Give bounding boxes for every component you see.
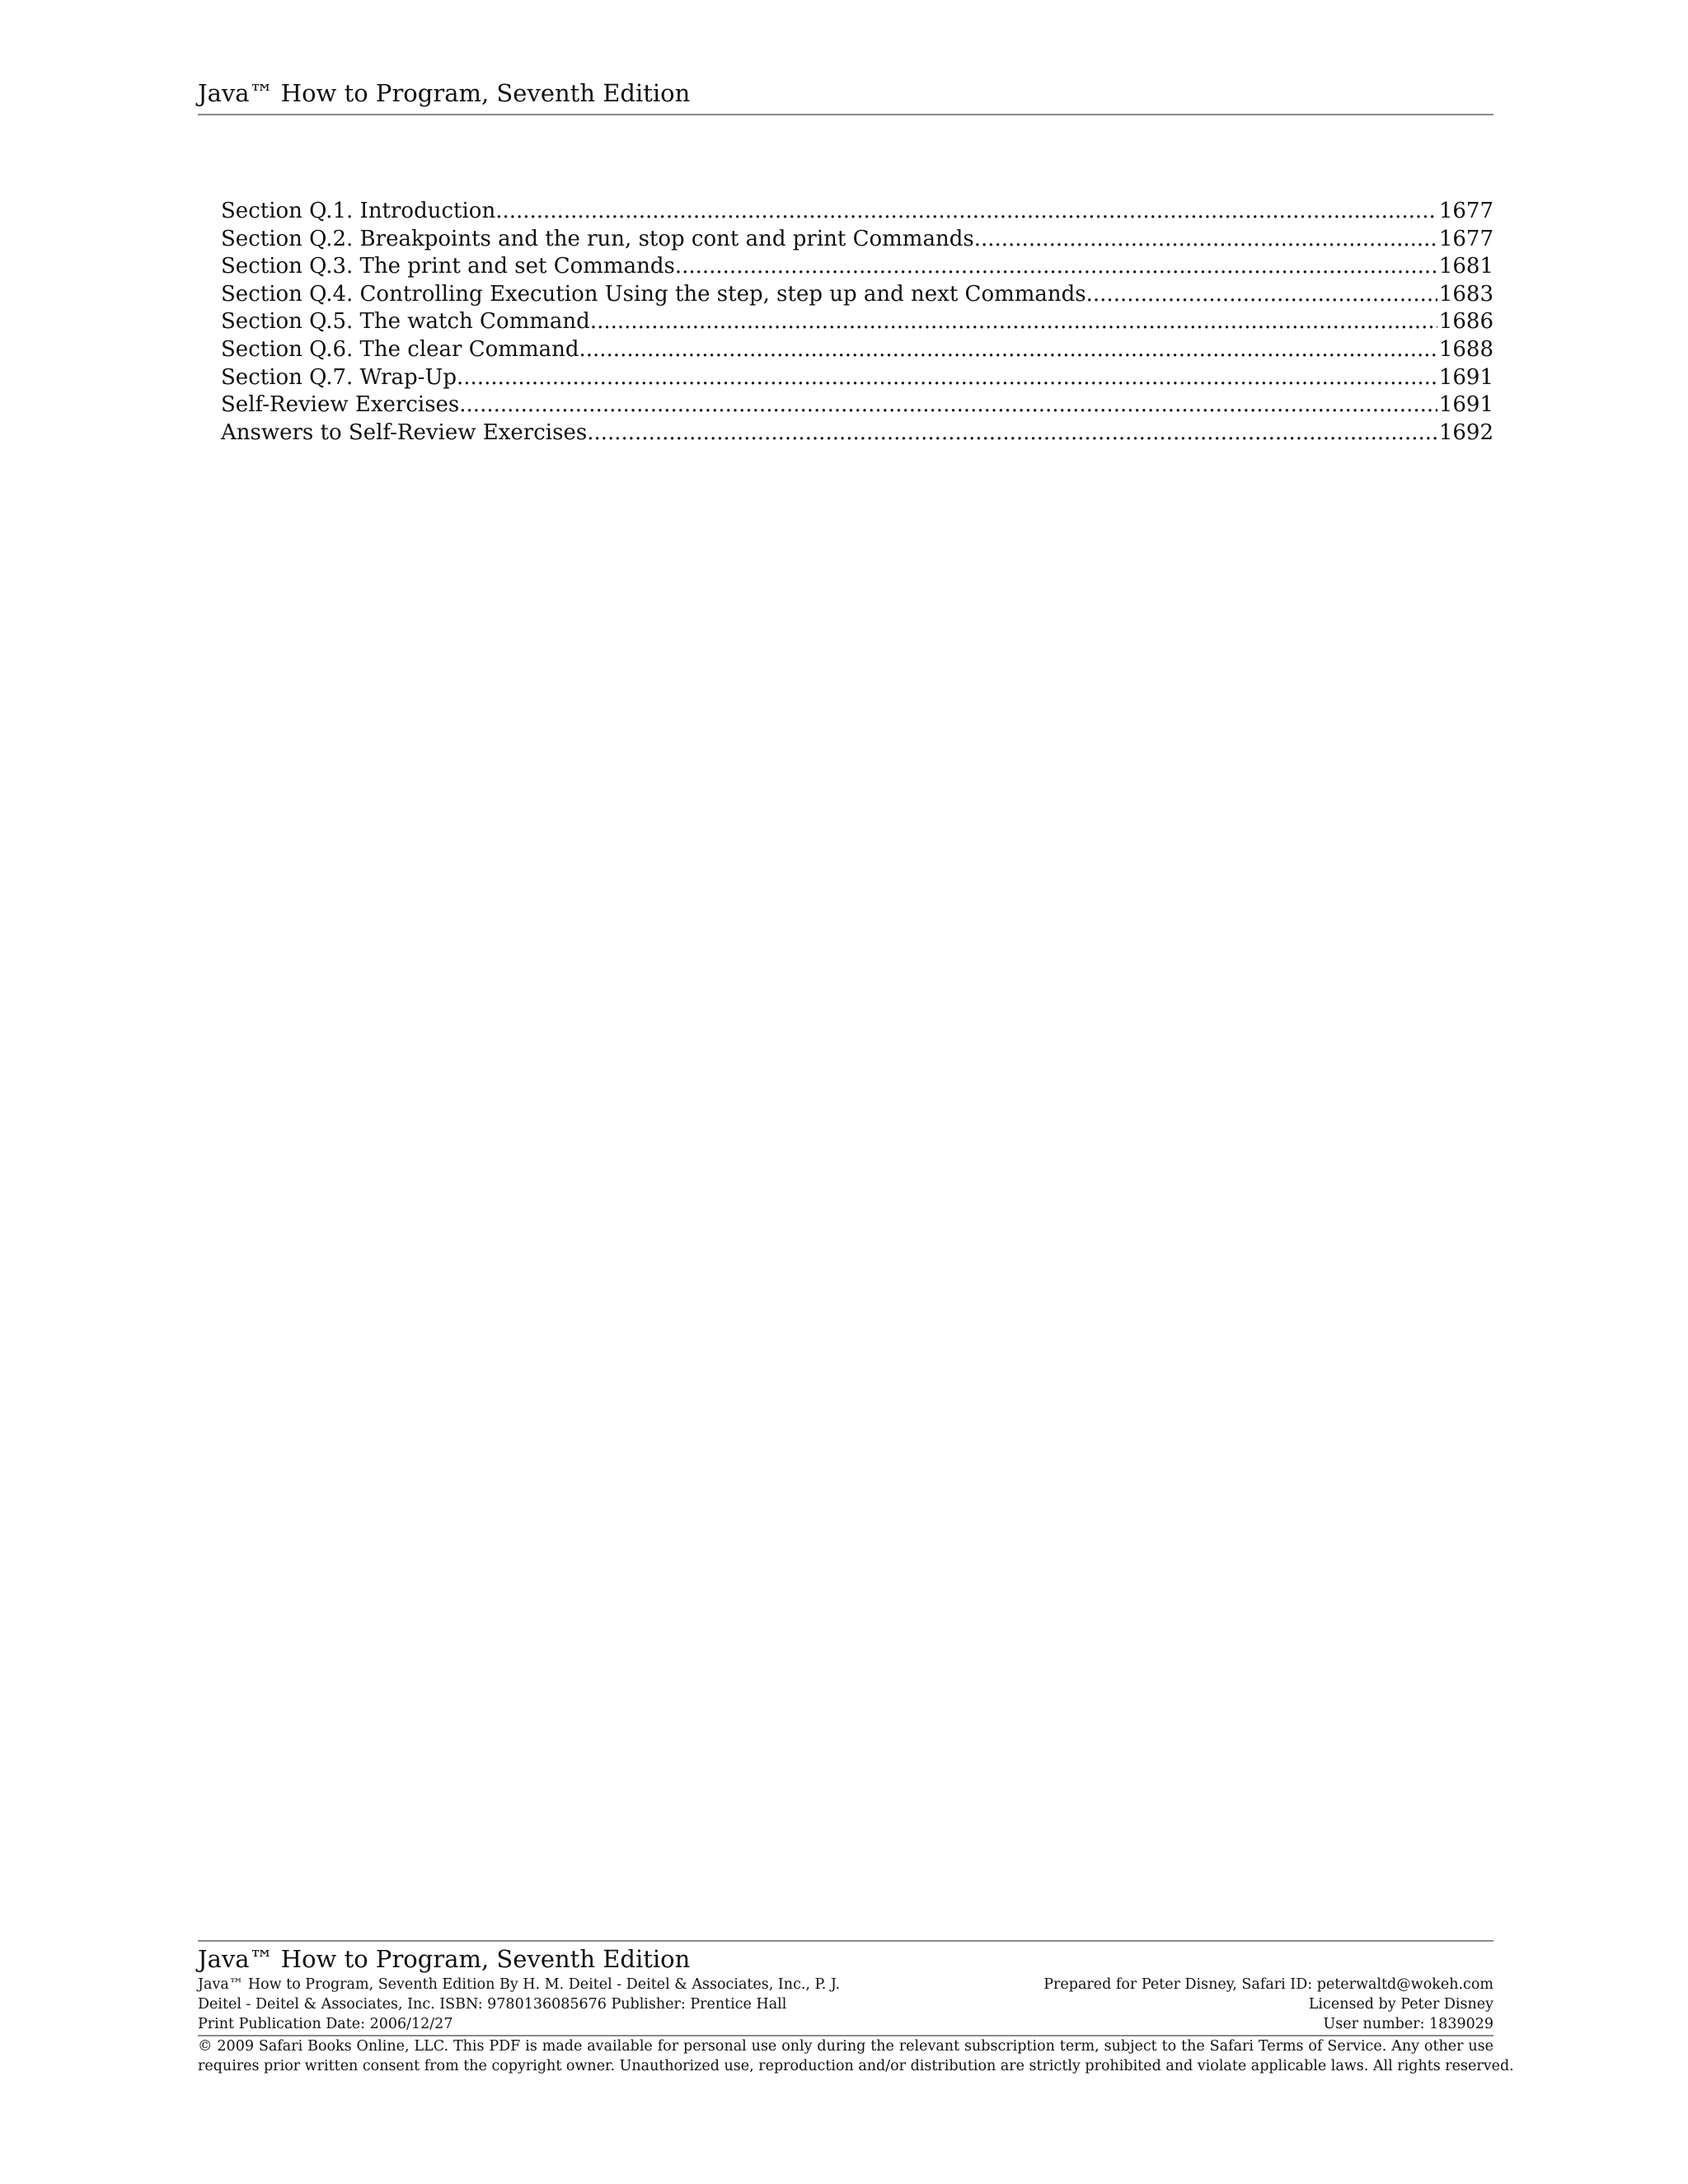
footer-title: Java™ How to Program, Seventh Edition xyxy=(198,1945,691,1973)
toc-entry[interactable] xyxy=(221,253,1493,281)
toc-entry-page: 1691 xyxy=(1438,364,1493,390)
toc-entry-label: Section Q.1. Introduction xyxy=(221,199,496,223)
toc-entry-page: 1688 xyxy=(1438,336,1493,362)
toc-entry[interactable] xyxy=(221,336,1493,364)
toc-entry-label: Section Q.4. Controlling Execution Using the step, step up and next Commands xyxy=(221,281,1086,307)
license-info-line: Licensed by Peter Disney xyxy=(1308,1996,1493,2013)
toc-dot-leader xyxy=(457,364,1437,392)
table-of-contents xyxy=(221,198,1493,447)
toc-dot-leader xyxy=(587,419,1437,448)
page-header xyxy=(198,77,1493,115)
book-info-line: Java™ How to Program, Seventh Edition By H. M. Deitel - Deitel & Associates, Inc., P. J. xyxy=(198,1976,841,1993)
toc-entry-page: 1677 xyxy=(1438,226,1493,251)
book-info-line: Deitel - Deitel & Associates, Inc. ISBN: 9780136085676 Publisher: Prentice Hall xyxy=(198,1996,787,2013)
toc-entry[interactable] xyxy=(221,198,1493,226)
toc-dot-leader xyxy=(1086,281,1437,309)
toc-entry[interactable] xyxy=(221,226,1493,254)
toc-dot-leader xyxy=(675,253,1437,281)
toc-entry[interactable] xyxy=(221,281,1493,309)
toc-dot-leader xyxy=(459,391,1437,419)
toc-entry-page: 1683 xyxy=(1438,281,1493,307)
toc-dot-leader xyxy=(590,308,1437,336)
toc-entry-page: 1691 xyxy=(1438,392,1493,418)
copyright-notice xyxy=(198,2036,1514,2076)
toc-entry-page: 1686 xyxy=(1438,309,1493,335)
toc-entry-label: Section Q.2. Breakpoints and the run, stop cont and print Commands xyxy=(221,226,974,251)
book-info-line: Print Publication Date: 2006/12/27 xyxy=(198,2016,453,2032)
license-info-line: User number: 1839029 xyxy=(1323,2016,1493,2032)
toc-dot-leader xyxy=(495,198,1437,226)
toc-entry-page: 1681 xyxy=(1438,254,1493,279)
toc-entry-label: Answers to Self-Review Exercises xyxy=(221,419,588,445)
license-info-line: Prepared for Peter Disney, Safari ID: peterwaltd@wokeh.com xyxy=(1043,1976,1493,1993)
toc-entry-label: Section Q.7. Wrap-Up xyxy=(221,364,457,390)
toc-entry[interactable] xyxy=(221,419,1493,448)
toc-entry-page: 1692 xyxy=(1438,419,1493,445)
toc-entry[interactable] xyxy=(221,364,1493,392)
toc-entry-label: Section Q.3. The print and set Commands xyxy=(221,254,675,279)
toc-dot-leader xyxy=(974,226,1437,254)
header-title: Java™ How to Program, Seventh Edition xyxy=(198,79,691,107)
toc-entry-label: Section Q.5. The watch Command xyxy=(221,309,590,335)
toc-entry[interactable] xyxy=(221,308,1493,336)
toc-entry[interactable] xyxy=(221,391,1493,419)
toc-dot-leader xyxy=(579,336,1437,364)
footer-metadata xyxy=(198,1975,1493,2034)
toc-entry-label: Self-Review Exercises xyxy=(221,392,460,418)
toc-entry-label: Section Q.6. The clear Command xyxy=(221,336,579,362)
book-info xyxy=(198,1975,840,2034)
copyright-line: requires prior written consent from the copyright owner. Unauthorized use, reproduction and/or distribution are strictly prohibited and violate applicable laws. All rights reserved. xyxy=(198,2058,1514,2074)
page-footer xyxy=(198,1940,1514,2076)
toc-entry-page: 1677 xyxy=(1438,199,1493,223)
copyright-line: © 2009 Safari Books Online, LLC. This PDF is made available for personal use only during the relevant subscription term, subject to the Safari Terms of Service. Any other use xyxy=(198,2038,1493,2055)
license-info xyxy=(1043,1975,1493,2034)
